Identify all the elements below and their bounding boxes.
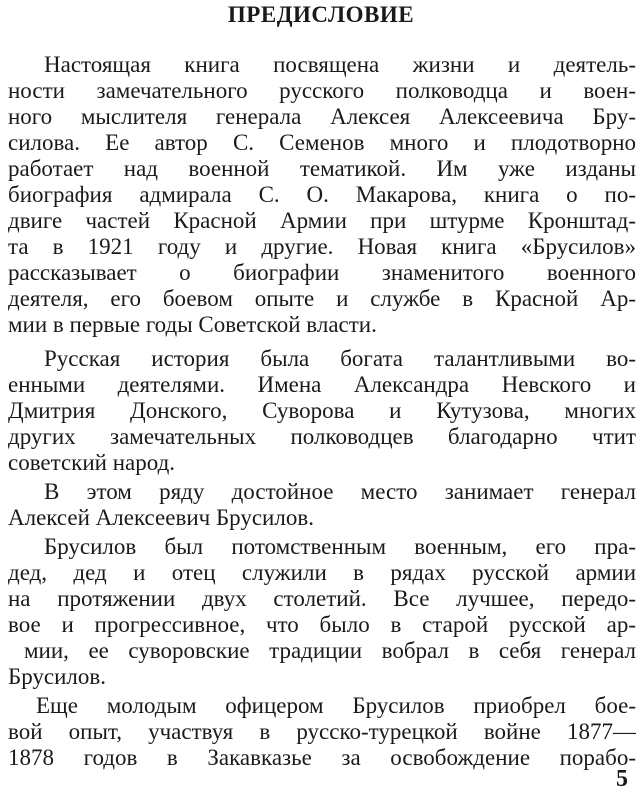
text-line: мии в первые годы Советской власти. — [8, 312, 377, 337]
text-line: силова. Ее автор С. Семенов много и плодотворно — [8, 130, 636, 155]
text-line: других замечательных полководцев благодарно чтит — [8, 424, 636, 449]
text-line: та в 1921 году и другие. Новая книга «Брусилов» — [8, 234, 636, 259]
text-line: работает над военной тематикой. Им уже изданы — [8, 156, 636, 181]
text-line: Алексей Алексеевич Брусилов. — [8, 505, 314, 530]
text-line: Брусилов. — [8, 664, 107, 689]
paragraph-2 — [8, 346, 636, 476]
paragraph-1 — [8, 52, 636, 338]
text-line: мии, ее суворовские традиции вобрал в себя генерал — [24, 638, 636, 663]
text-line: Дмитрия Донского, Суворова и Кутузова, многих — [8, 398, 636, 423]
text-line: вое и прогрессивное, что было в старой русской ар- — [8, 612, 636, 637]
text-line: Русская история была богата талантливыми во- — [44, 346, 636, 371]
paragraph-3 — [8, 479, 636, 531]
text-line: В этом ряду достойное место занимает генерал — [44, 479, 636, 504]
text-line: ного мыслителя генерала Алексея Алексеевича Бру- — [8, 104, 636, 129]
text-line: биография адмирала С. О. Макарова, книга о по- — [8, 182, 636, 207]
text-line: двиге частей Красной Армии при штурме Кронштад- — [8, 208, 636, 233]
text-line: рассказывает о биографии знаменитого военного — [8, 260, 636, 285]
text-line: деятеля, его боевом опыте и службе в Красной Ар- — [8, 286, 636, 311]
text-line: Еще молодым офицером Брусилов приобрел бое- — [36, 693, 636, 718]
text-line: на протяжении двух столетий. Все лучшее, передо- — [8, 586, 636, 611]
page-number: 5 — [616, 766, 628, 792]
text-line: советский народ. — [8, 450, 176, 475]
page-title: ПРЕДИСЛОВИЕ — [227, 2, 415, 27]
paragraph-4 — [8, 534, 636, 690]
text-line: 1878 годов в Закавказье за освобождение порабо- — [8, 745, 636, 770]
text-line: ности замечательного русского полководца и воен- — [8, 78, 636, 103]
text-line: Настоящая книга посвящена жизни и деятель- — [44, 52, 636, 77]
text-line: енными деятелями. Имена Александра Невского и — [8, 372, 636, 397]
paragraph-5 — [8, 693, 636, 771]
text-line: дед, дед и отец служили в рядах русской армии — [8, 560, 636, 585]
text-line: Брусилов был потомственным военным, его пра- — [44, 534, 636, 559]
text-line: вой опыт, участвуя в русско-турецкой войне 1877— — [8, 719, 636, 744]
body-text — [8, 52, 636, 771]
